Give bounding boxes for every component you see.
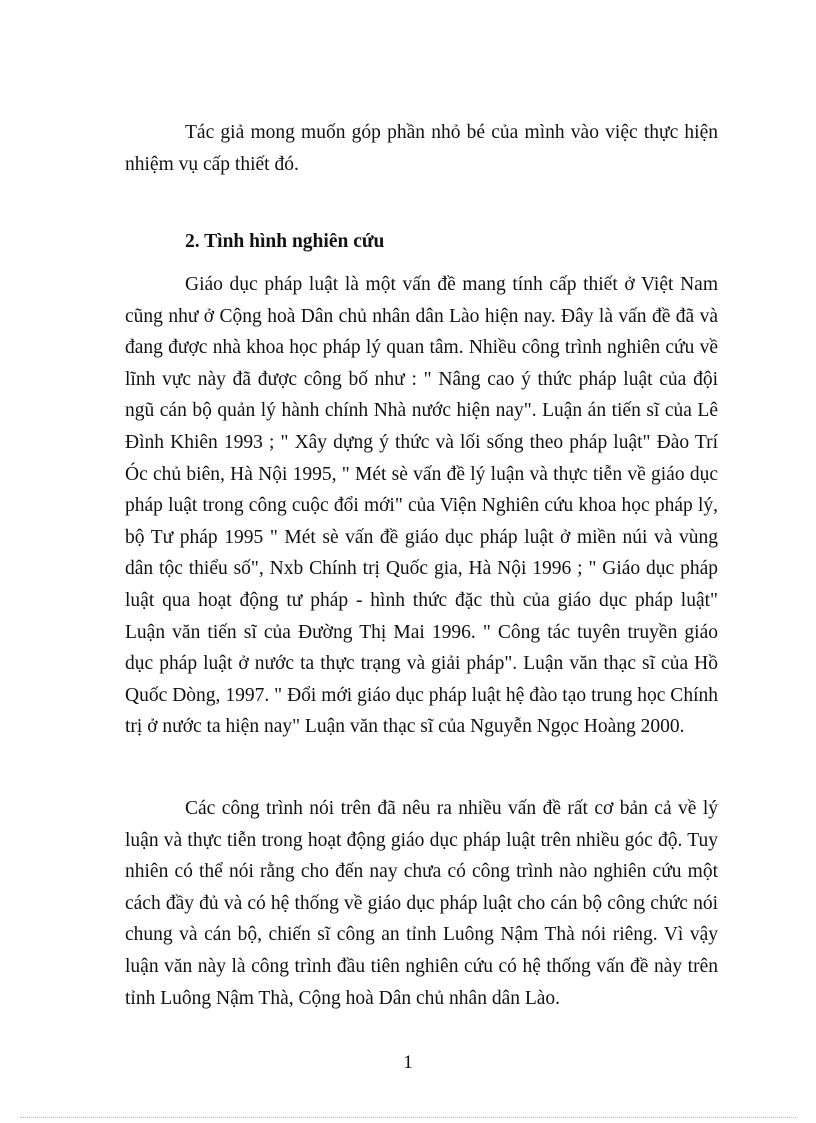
page-number: 1 [403,1052,413,1073]
paragraph-intro: Tác giả mong muốn góp phần nhỏ bé của mình vào việc thực hiện nhiệm vụ cấp thiết đó. [125,122,718,175]
page-bottom-divider [20,1117,796,1118]
paragraph-research-conclusion: Các công trình nói trên đã nêu ra nhiều vấn đề rất cơ bản cả về lý luận và thực tiễn trong hoạt động giáo dục pháp luật trên nhiều góc độ. Tuy nhiên có thể nói rằng cho đến nay chưa có công trình nào nghiên cứu một cách đầy đủ và có hệ thống về giáo dục pháp luật cho cán bộ công chức nói chung và cán bộ, chiến sĩ công an tỉnh Luông Nậm Thà nói riêng. Vì vậy luận văn này là công trình đầu tiên nghiên cứu có hệ thống vấn đề này trên tỉnh Luông Nậm Thà, Cộng hoà Dân chủ nhân dân Lào. [125,798,718,1009]
paragraph-research-overview: Giáo dục pháp luật là một vấn đề mang tính cấp thiết ở Việt Nam cũng như ở Cộng hoà Dân chủ nhân dân Lào hiện nay. Đây là vấn đề đã và đang được nhà khoa học pháp lý quan tâm. Nhiều công trình nghiên cứu về lĩnh vực này đã được công bố như : " Nâng cao ý thức pháp luật của đội ngũ cán bộ quản lý hành chính Nhà nước hiện nay". Luận án tiến sĩ của Lê Đình Khiên 1993 ; " Xây dựng ý thức và lối sống theo pháp luật" Đào Trí Óc chủ biên, Hà Nội 1995, " Mét sè vấn đề lý luận và thực tiễn về giáo dục pháp luật trong công cuộc đổi mới" của Viện Nghiên cứu khoa học pháp lý, bộ Tư pháp 1995 " Mét sè vấn đề giáo dục pháp luật ở miền núi và vùng dân tộc thiểu số", Nxb Chính trị Quốc gia, Hà Nội 1996 ; " Giáo dục pháp luật qua hoạt động tư pháp - hình thức đặc thù của giáo dục pháp luật" Luận văn tiến sĩ của Đường Thị Mai 1996. " Công tác tuyên truyền giáo dục pháp luật ở nước ta thực trạng và giải pháp". Luận văn thạc sĩ của Hồ Quốc Dòng, 1997. " Đổi mới giáo dục pháp luật hệ đào tạo trung học Chính trị ở nước ta hiện nay" Luận văn thạc sĩ của Nguyễn Ngọc Hoàng 2000. [125,274,718,738]
section-heading: 2. Tình hình nghiên cứu [185,231,385,252]
